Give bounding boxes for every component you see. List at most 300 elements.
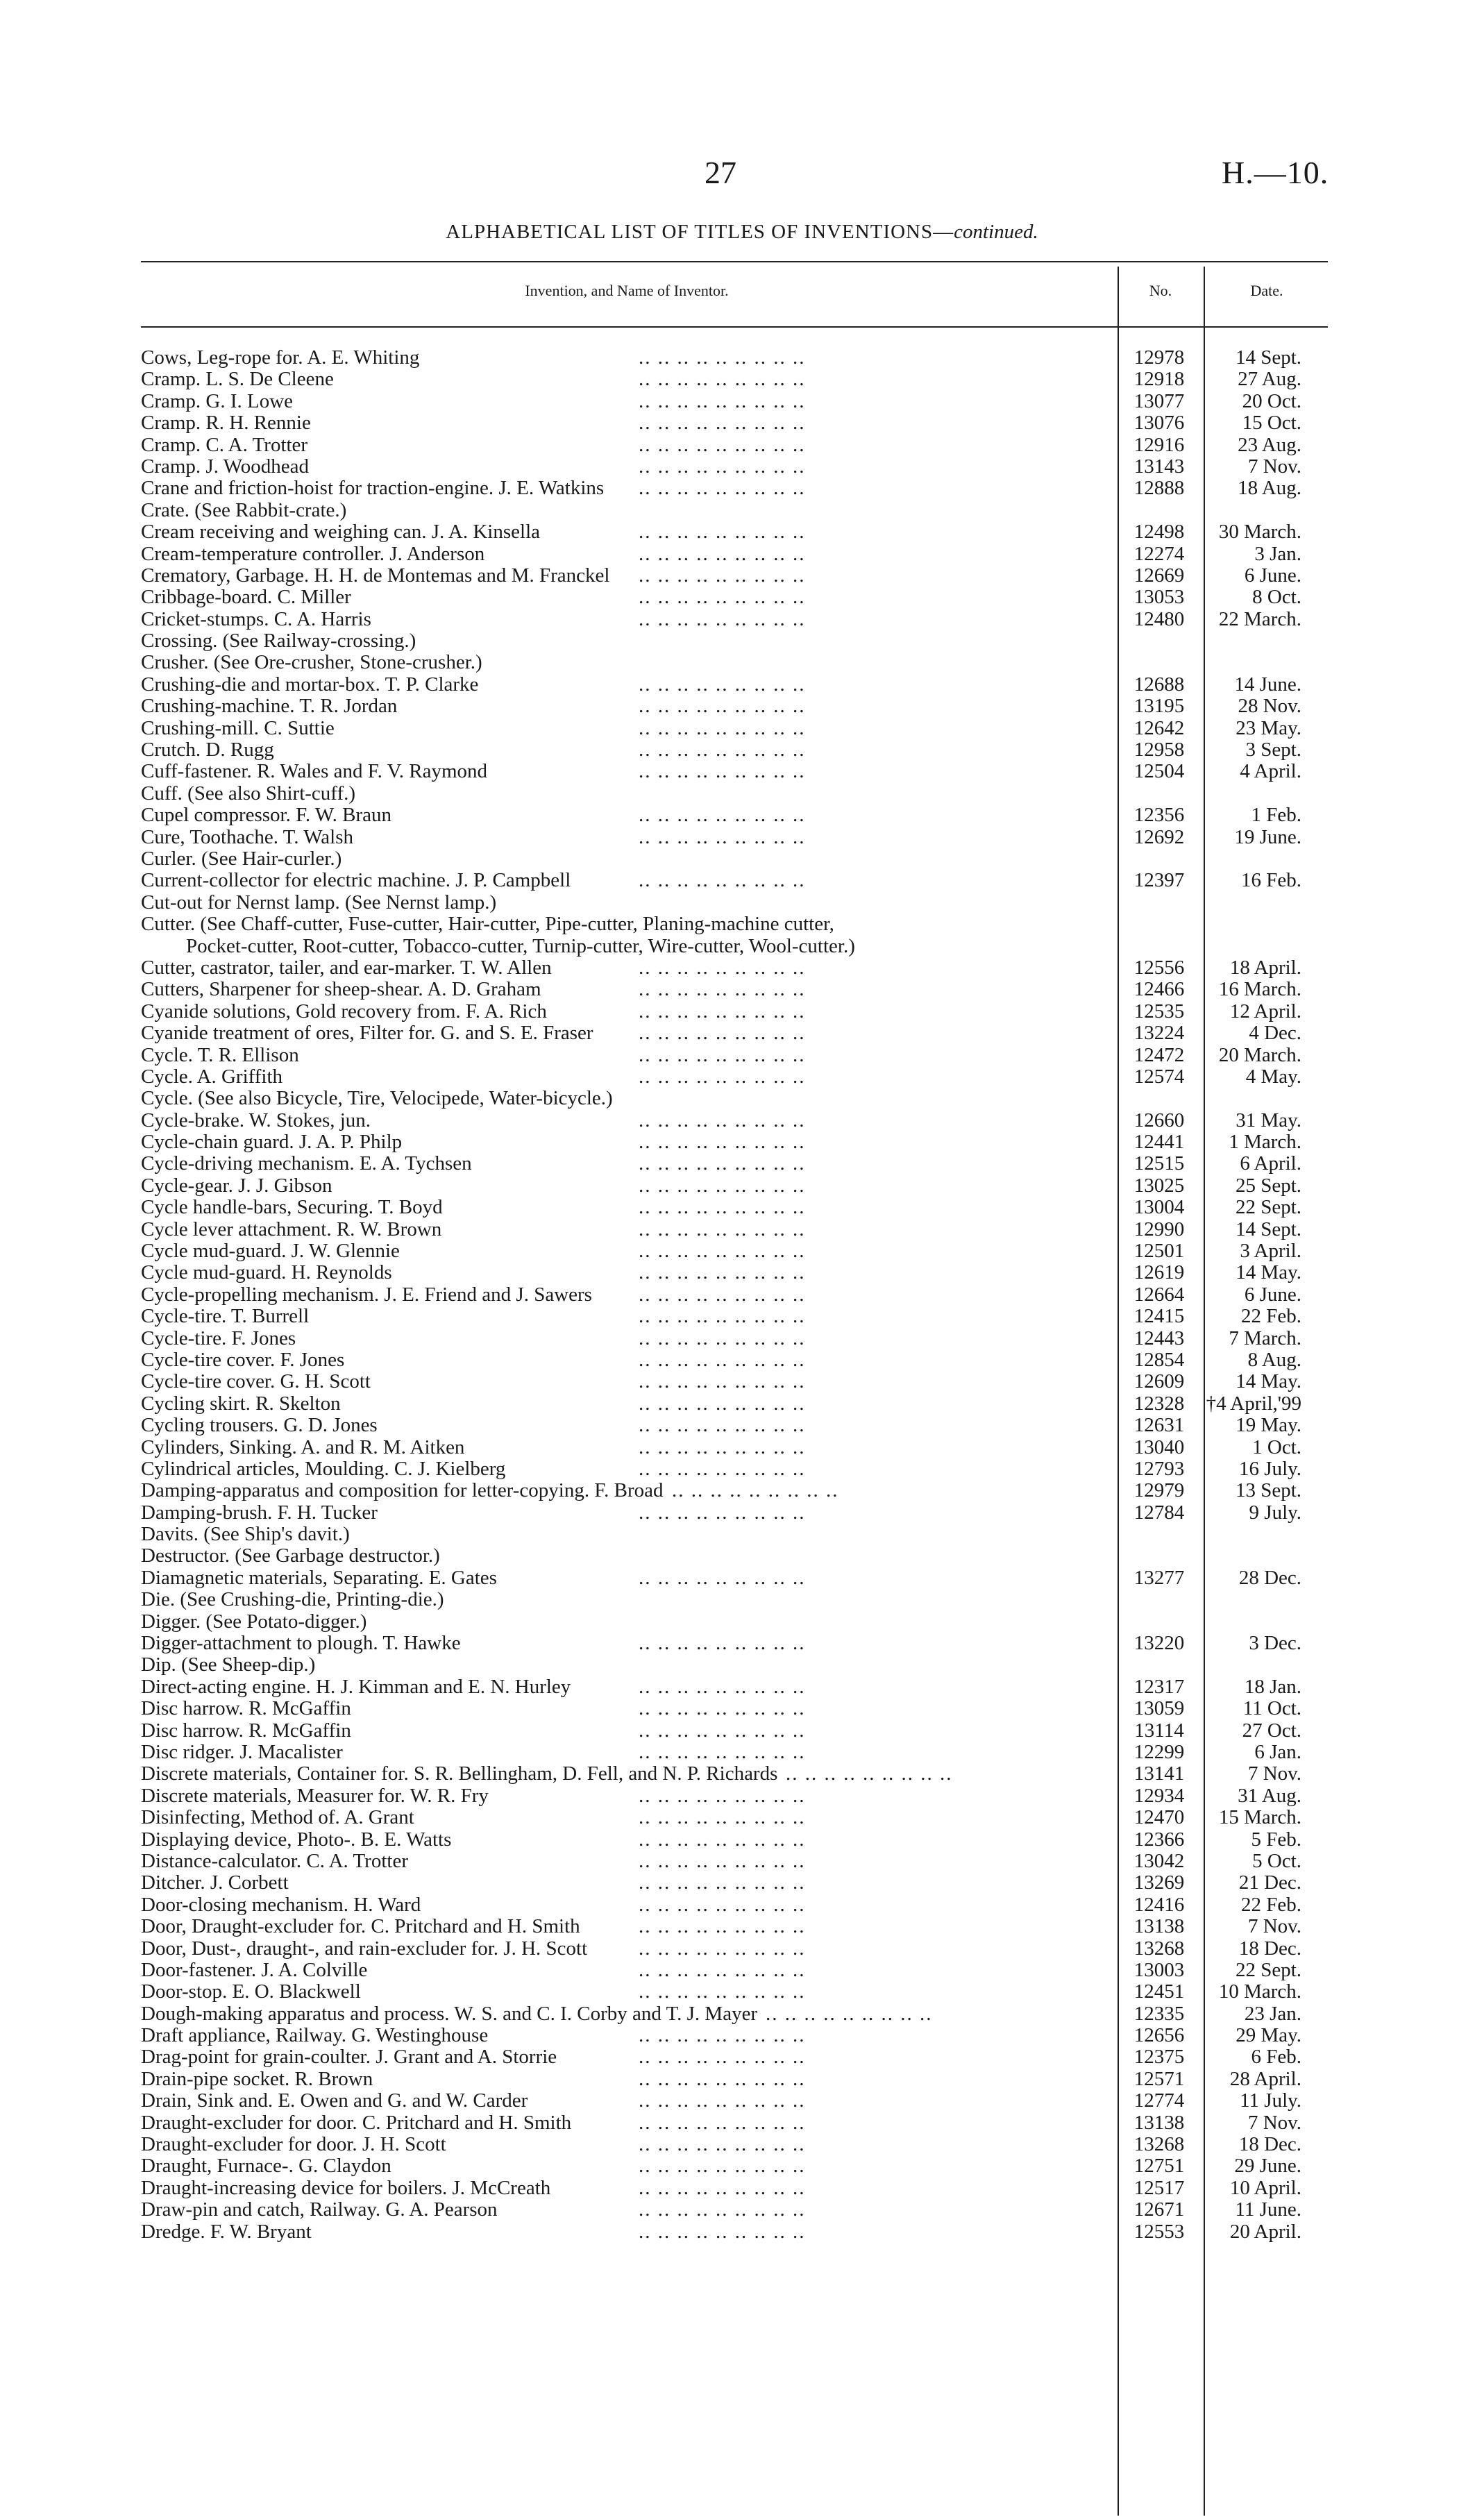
table-row — [0, 521, 1484, 543]
entry-number: 12416 — [1133, 1893, 1185, 1916]
entry-number: 12397 — [1133, 869, 1185, 892]
entry-date: 4 April. — [1240, 760, 1301, 783]
table-row — [0, 1284, 1484, 1306]
dot-leader: .. .. .. .. .. .. .. .. .. — [639, 1981, 806, 2003]
entry-number: 12979 — [1133, 1479, 1185, 1502]
column-header-number: No. — [1149, 282, 1172, 299]
entry-date: 21 Dec. — [1238, 1871, 1301, 1894]
entry-number: 12774 — [1133, 2089, 1185, 2112]
entry-date: 14 May. — [1236, 1261, 1301, 1284]
dot-leader: .. .. .. .. .. .. .. .. .. — [639, 2199, 806, 2221]
table-row — [0, 2090, 1484, 2112]
table-row — [0, 1066, 1484, 1088]
dot-leader: .. .. .. .. .. .. .. .. .. — [639, 826, 806, 848]
dot-leader: .. .. .. .. .. .. .. .. .. — [639, 1044, 806, 1066]
entry-number: 13141 — [1133, 1762, 1185, 1785]
entry-title: Drain-pipe socket. R. Brown — [141, 2067, 373, 2090]
entry-title: Cylindrical articles, Moulding. C. J. Kielberg — [141, 1457, 506, 1480]
entry-number: 12609 — [1133, 1370, 1185, 1393]
entry-title: Cuff-fastener. R. Wales and F. V. Raymond — [141, 760, 488, 783]
table-row — [0, 1328, 1484, 1349]
table-row — [0, 848, 1484, 870]
entry-title: Cream-temperature controller. J. Anderson — [141, 542, 485, 565]
entry-number: 12328 — [1133, 1392, 1185, 1415]
table-row — [0, 936, 1484, 957]
entry-number: 13138 — [1133, 2111, 1185, 2134]
entry-title: Cycle-driving mechanism. E. A. Tychsen — [141, 1152, 472, 1175]
dot-leader: .. .. .. .. .. .. .. .. .. — [639, 2025, 806, 2047]
entry-number: 13268 — [1133, 1937, 1185, 1960]
entry-date: 16 July. — [1239, 1457, 1301, 1480]
entry-number: 13224 — [1133, 1022, 1185, 1045]
dot-leader: .. .. .. .. .. .. .. .. .. — [639, 434, 806, 456]
entry-title: Door, Draught-excluder for. C. Pritchard and H. Smith — [141, 1915, 580, 1938]
entry-date: 14 May. — [1236, 1370, 1301, 1393]
entry-date: 23 Jan. — [1244, 2002, 1301, 2025]
table-row — [0, 391, 1484, 412]
entry-date: 11 June. — [1235, 2198, 1301, 2221]
entry-date: 12 April. — [1229, 1000, 1301, 1022]
entry-title: Cycle-tire. T. Burrell — [141, 1305, 310, 1328]
dot-leader: .. .. .. .. .. .. .. .. .. — [639, 1894, 806, 1916]
entry-date: 4 Dec. — [1249, 1022, 1301, 1045]
entry-number: 12934 — [1133, 1784, 1185, 1807]
entry-number: 12274 — [1133, 542, 1185, 565]
entry-number: 12466 — [1133, 978, 1185, 1001]
entry-number: 13076 — [1133, 412, 1185, 435]
dot-leader: .. .. .. .. .. .. .. .. .. — [766, 2003, 933, 2025]
dot-leader: .. .. .. .. .. .. .. .. .. — [639, 1828, 806, 1851]
dot-leader: .. .. .. .. .. .. .. .. .. — [639, 369, 806, 391]
entry-date: 6 June. — [1244, 1283, 1301, 1306]
entry-title: Davits. (See Ship's davit.) — [141, 1523, 350, 1546]
table-row — [0, 1480, 1484, 1501]
dot-leader: .. .. .. .. .. .. .. .. .. — [639, 1567, 806, 1589]
table-row — [0, 1545, 1484, 1567]
entry-title: Cure, Toothache. T. Walsh — [141, 825, 353, 848]
entry-number: 12299 — [1133, 1741, 1185, 1763]
entry-number: 13277 — [1133, 1566, 1185, 1589]
entry-number: 12660 — [1133, 1109, 1185, 1131]
entry-number: 12553 — [1133, 2220, 1185, 2243]
entry-title: Cramp. J. Woodhead — [141, 455, 309, 478]
table-row — [0, 1240, 1484, 1262]
table-row — [0, 2003, 1484, 2025]
entry-date: 8 Aug. — [1247, 1348, 1301, 1371]
entry-number: 13059 — [1133, 1697, 1185, 1720]
entry-number: 12556 — [1133, 956, 1185, 979]
dot-leader: .. .. .. .. .. .. .. .. .. — [639, 1153, 806, 1175]
dot-leader: .. .. .. .. .. .. .. .. .. — [639, 2155, 806, 2178]
entry-number: 12619 — [1133, 1261, 1185, 1284]
entry-number: 12470 — [1133, 1806, 1185, 1829]
table-row — [0, 456, 1484, 478]
entry-title: Draught-increasing device for boilers. J. McCreath — [141, 2176, 551, 2199]
table-row — [0, 783, 1484, 805]
document-reference: H.—10. — [1222, 155, 1329, 190]
entry-title: Draught, Furnace-. G. Claydon — [141, 2155, 391, 2178]
entry-date: 5 Oct. — [1252, 1849, 1301, 1872]
entry-date: 18 Jan. — [1244, 1675, 1301, 1698]
entry-date: 4 May. — [1245, 1065, 1301, 1088]
entry-title: Cycle handle-bars, Securing. T. Boyd — [141, 1196, 443, 1219]
entry-number: 12574 — [1133, 1065, 1185, 1088]
entry-date: 28 Dec. — [1238, 1566, 1301, 1589]
dot-leader: .. .. .. .. .. .. .. .. .. — [639, 1458, 806, 1480]
dot-leader: .. .. .. .. .. .. .. .. .. — [639, 761, 806, 783]
entry-number: 12443 — [1133, 1327, 1185, 1349]
entry-date: 22 Feb. — [1241, 1893, 1301, 1916]
entry-title: Door, Dust-, draught-, and rain-excluder for. J. H. Scott — [141, 1937, 588, 1960]
entry-number: 13269 — [1133, 1871, 1185, 1894]
dot-leader: .. .. .. .. .. .. .. .. .. — [639, 2221, 806, 2243]
dot-leader: .. .. .. .. .. .. .. .. .. — [639, 347, 806, 369]
table-row — [0, 2025, 1484, 2046]
entry-title: Damping-apparatus and composition for letter-copying. F. Broad — [141, 1479, 664, 1502]
entry-date: 18 April. — [1229, 956, 1301, 979]
dot-leader: .. .. .. .. .. .. .. .. .. — [639, 1306, 806, 1328]
dot-leader: .. .. .. .. .. .. .. .. .. — [639, 1000, 806, 1022]
entry-number: 12688 — [1133, 673, 1185, 696]
dot-leader: .. .. .. .. .. .. .. .. .. — [639, 1807, 806, 1829]
entry-date: 18 Aug. — [1238, 477, 1301, 500]
entry-title: Crane and friction-hoist for traction-engine. J. E. Watkins — [141, 477, 605, 500]
dot-leader: .. .. .. .. .. .. .. .. .. — [639, 1327, 806, 1349]
entry-number: 13025 — [1133, 1174, 1185, 1197]
dot-leader: .. .. .. .. .. .. .. .. .. — [639, 608, 806, 630]
entry-date: 28 April. — [1229, 2067, 1301, 2090]
entry-date: 22 March. — [1218, 607, 1301, 630]
entry-number: 12751 — [1133, 2155, 1185, 2178]
entry-date: 14 Sept. — [1235, 346, 1301, 369]
entry-title: Drain, Sink and. E. Owen and G. and W. Carder — [141, 2089, 528, 2112]
entry-title: Cramp. L. S. De Cleene — [141, 368, 334, 391]
dot-leader: .. .. .. .. .. .. .. .. .. — [639, 1262, 806, 1284]
page-title-text: ALPHABETICAL LIST OF TITLES OF INVENTIONS— — [446, 221, 954, 243]
entry-title: Crutch. D. Rugg — [141, 739, 274, 761]
entry-title: Cycle. (See also Bicycle, Tire, Velocipede, Water-bicycle.) — [141, 1087, 613, 1110]
column-header-date: Date. — [1250, 282, 1283, 299]
entry-title: Cycle-propelling mechanism. J. E. Friend and J. Sawers — [141, 1283, 592, 1306]
dot-leader: .. .. .. .. .. .. .. .. .. — [639, 1371, 806, 1393]
entry-number: 13003 — [1133, 1958, 1185, 1981]
dot-leader: .. .. .. .. .. .. .. .. .. — [639, 1175, 806, 1197]
table-row — [0, 1785, 1484, 1807]
entry-number: 13138 — [1133, 1915, 1185, 1938]
entry-number: 12517 — [1133, 2176, 1185, 2199]
entry-date: 23 May. — [1236, 716, 1301, 739]
table-row — [0, 1306, 1484, 1327]
entry-number: 12501 — [1133, 1240, 1185, 1263]
table-row — [0, 870, 1484, 891]
entry-title: Cycle mud-guard. H. Reynolds — [141, 1261, 392, 1284]
dot-leader: .. .. .. .. .. .. .. .. .. — [639, 1218, 806, 1240]
entry-number: 12656 — [1133, 2024, 1185, 2047]
table-row — [0, 914, 1484, 935]
entry-number: 12515 — [1133, 1152, 1185, 1175]
entry-number: 12504 — [1133, 760, 1185, 783]
entry-date: 18 Dec. — [1238, 1937, 1301, 1960]
table-row — [0, 347, 1484, 369]
table-row — [0, 1611, 1484, 1633]
table-row — [0, 1022, 1484, 1044]
entry-title: Cows, Leg-rope for. A. E. Whiting — [141, 346, 420, 369]
table-row — [0, 1916, 1484, 1937]
entry-title: Damping-brush. F. H. Tucker — [141, 1501, 378, 1524]
entry-date: 23 Aug. — [1238, 433, 1301, 456]
entry-date: 10 March. — [1218, 1980, 1301, 2003]
entry-date: 1 Feb. — [1251, 804, 1301, 827]
table-row — [0, 544, 1484, 565]
entry-number: 12918 — [1133, 368, 1185, 391]
dot-leader: .. .. .. .. .. .. .. .. .. — [639, 673, 806, 696]
entry-title: Cycling skirt. R. Skelton — [141, 1392, 341, 1415]
table-row — [0, 478, 1484, 499]
dot-leader: .. .. .. .. .. .. .. .. .. — [639, 2046, 806, 2069]
table-row — [0, 2112, 1484, 2134]
table-row — [0, 1829, 1484, 1851]
entry-title: Cycle mud-guard. J. W. Glennie — [141, 1240, 400, 1263]
table-row — [0, 565, 1484, 587]
entry-number: 13114 — [1134, 1719, 1184, 1742]
entry-number: 12916 — [1133, 433, 1185, 456]
entry-title: Draught-excluder for door. J. H. Scott — [141, 2133, 446, 2156]
table-row — [0, 1349, 1484, 1371]
dot-leader: .. .. .. .. .. .. .. .. .. — [639, 1959, 806, 1981]
entry-number: 12480 — [1133, 607, 1185, 630]
entry-number: 12978 — [1133, 346, 1185, 369]
table-row — [0, 2134, 1484, 2155]
entry-title: Cycle-tire cover. F. Jones — [141, 1348, 345, 1371]
entry-date: 7 March. — [1229, 1327, 1301, 1349]
dot-leader: .. .. .. .. .. .. .. .. .. — [639, 412, 806, 435]
entry-title: Ditcher. J. Corbett — [141, 1871, 289, 1894]
entry-title: Distance-calculator. C. A. Trotter — [141, 1849, 408, 1872]
entry-title: Displaying device, Photo-. B. E. Watts — [141, 1828, 452, 1851]
dot-leader: .. .. .. .. .. .. .. .. .. — [639, 455, 806, 478]
entry-date: 3 Sept. — [1245, 739, 1301, 761]
entry-title: Die. (See Crushing-die, Printing-die.) — [141, 1588, 444, 1611]
entry-title: Cream receiving and weighing can. J. A. Kinsella — [141, 521, 541, 544]
entry-title: Crematory, Garbage. H. H. de Montemas and M. Franckel — [141, 564, 610, 587]
dot-leader: .. .. .. .. .. .. .. .. .. — [639, 587, 806, 609]
entry-number: 12958 — [1133, 739, 1185, 761]
dot-leader: .. .. .. .. .. .. .. .. .. — [639, 521, 806, 544]
entry-date: 11 July. — [1240, 2089, 1301, 2112]
dot-leader: .. .. .. .. .. .. .. .. .. — [639, 957, 806, 979]
page-number: 27 — [705, 155, 736, 190]
table-row — [0, 1001, 1484, 1022]
entry-date: 22 Sept. — [1235, 1958, 1301, 1981]
entry-date: 7 Nov. — [1247, 1762, 1301, 1785]
table-row — [0, 1981, 1484, 2003]
table-row — [0, 2155, 1484, 2177]
dot-leader: .. .. .. .. .. .. .. .. .. — [639, 1633, 806, 1655]
entry-date: 3 Jan. — [1254, 542, 1301, 565]
table-row — [0, 718, 1484, 739]
entry-title: Dredge. F. W. Bryant — [141, 2220, 312, 2243]
entry-title: Door-fastener. J. A. Colville — [141, 1958, 368, 1981]
table-row — [0, 1742, 1484, 1763]
entry-date: 29 June. — [1234, 2155, 1301, 2178]
entry-date: 8 Oct. — [1252, 586, 1301, 609]
dot-leader: .. .. .. .. .. .. .. .. .. — [639, 1872, 806, 1894]
table-row — [0, 1131, 1484, 1153]
table-row — [0, 412, 1484, 434]
table-row — [0, 1110, 1484, 1131]
entry-title: Draw-pin and catch, Railway. G. A. Pearson — [141, 2198, 498, 2221]
dot-leader: .. .. .. .. .. .. .. .. .. — [639, 1066, 806, 1088]
table-row — [0, 805, 1484, 826]
entry-number: 12441 — [1133, 1131, 1185, 1154]
table-row — [0, 1197, 1484, 1218]
entry-date: 29 May. — [1236, 2024, 1301, 2047]
table-row — [0, 1807, 1484, 1828]
entry-number: 13143 — [1133, 455, 1185, 478]
entry-date: 27 Aug. — [1238, 368, 1301, 391]
dot-leader: .. .. .. .. .. .. .. .. .. — [639, 2068, 806, 2090]
table-row — [0, 1851, 1484, 1872]
entry-number: 12356 — [1133, 804, 1185, 827]
dot-leader: .. .. .. .. .. .. .. .. .. — [639, 2177, 806, 2199]
entry-date: 27 Oct. — [1242, 1719, 1301, 1742]
entry-title: Door-stop. E. O. Blackwell — [141, 1980, 361, 2003]
table-row — [0, 696, 1484, 717]
entry-title: Cribbage-board. C. Miller — [141, 586, 351, 609]
entry-title: Cycle-brake. W. Stokes, jun. — [141, 1109, 371, 1131]
entry-title: Crushing-machine. T. R. Jordan — [141, 695, 398, 718]
dot-leader: .. .. .. .. .. .. .. .. .. — [639, 1742, 806, 1763]
entry-title: Cramp. G. I. Lowe — [141, 389, 294, 412]
entry-title: Door-closing mechanism. H. Ward — [141, 1893, 421, 1916]
entry-title: Pocket-cutter, Root-cutter, Tobacco-cutter, Turnip-cutter, Wire-cutter, Wool-cutter.) — [186, 934, 855, 957]
entry-date: 31 Aug. — [1238, 1784, 1301, 1807]
table-row — [0, 435, 1484, 456]
entry-number: 12671 — [1133, 2198, 1185, 2221]
entry-title: Digger-attachment to plough. T. Hawke — [141, 1632, 461, 1655]
page-title — [0, 221, 1484, 244]
entry-date: 19 June. — [1234, 825, 1301, 848]
entry-date: 6 June. — [1244, 564, 1301, 587]
table-row — [0, 1175, 1484, 1197]
entry-number: 13195 — [1133, 695, 1185, 718]
entry-date: 14 Sept. — [1235, 1218, 1301, 1240]
entry-title: Destructor. (See Garbage destructor.) — [141, 1544, 440, 1567]
entry-date: 20 Oct. — [1242, 389, 1301, 412]
entry-date: 16 March. — [1218, 978, 1301, 1001]
entry-date: 31 May. — [1236, 1109, 1301, 1131]
entry-title: Crushing-mill. C. Suttie — [141, 716, 335, 739]
entry-title: Cramp. C. A. Trotter — [141, 433, 308, 456]
table-row — [0, 609, 1484, 630]
entry-date: 18 Dec. — [1238, 2133, 1301, 2156]
entry-title: Disc harrow. R. McGaffin — [141, 1697, 351, 1720]
entry-date: 15 March. — [1218, 1806, 1301, 1829]
table-row — [0, 1437, 1484, 1458]
entry-title: Crushing-die and mortar-box. T. P. Clarke — [141, 673, 479, 696]
dot-leader: .. .. .. .. .. .. .. .. .. — [639, 1676, 806, 1698]
entry-title: Drag-point for grain-coulter. J. Grant and A. Storrie — [141, 2046, 557, 2069]
entry-title: Discrete materials, Measurer for. W. R. Fry — [141, 1784, 489, 1807]
entry-title: Cycle-tire. F. Jones — [141, 1327, 296, 1349]
entry-number: 12498 — [1133, 521, 1185, 544]
table-row — [0, 1567, 1484, 1589]
entry-title: Disc harrow. R. McGaffin — [141, 1719, 351, 1742]
entry-number: 12317 — [1133, 1675, 1185, 1698]
dot-leader: .. .. .. .. .. .. .. .. .. — [639, 1785, 806, 1807]
entry-number: 13077 — [1133, 389, 1185, 412]
dot-leader: .. .. .. .. .. .. .. .. .. — [639, 1131, 806, 1154]
entry-title: Dough-making apparatus and process. W. S. and C. I. Corby and T. J. Mayer — [141, 2002, 758, 2025]
entry-date: 16 Feb. — [1241, 869, 1301, 892]
entry-number: 12535 — [1133, 1000, 1185, 1022]
table-row — [0, 1720, 1484, 1742]
table-row — [0, 957, 1484, 979]
entry-date: 3 Dec. — [1249, 1632, 1301, 1655]
entry-title: Cramp. R. H. Rennie — [141, 412, 311, 435]
table-row — [0, 2221, 1484, 2243]
dot-leader: .. .. .. .. .. .. .. .. .. — [639, 2112, 806, 2134]
table-row — [0, 1262, 1484, 1283]
dot-leader: .. .. .. .. .. .. .. .. .. — [639, 739, 806, 761]
table-row — [0, 2178, 1484, 2199]
entry-title: Cyanide treatment of ores, Filter for. G. and S. E. Fraser — [141, 1022, 593, 1045]
entry-title: Draught-excluder for door. C. Pritchard and H. Smith — [141, 2111, 572, 2134]
entry-title: Cycle-chain guard. J. A. P. Philp — [141, 1131, 403, 1154]
entry-title: Cycle lever attachment. R. W. Brown — [141, 1218, 442, 1240]
table-row — [0, 1153, 1484, 1175]
entry-date: 13 Sept. — [1235, 1479, 1301, 1502]
table-row — [0, 1045, 1484, 1066]
entry-date: 6 Feb. — [1251, 2046, 1301, 2069]
entry-title: Crate. (See Rabbit-crate.) — [141, 498, 347, 521]
entry-number: 12793 — [1133, 1457, 1185, 1480]
entry-title: Crusher. (See Ore-crusher, Stone-crusher.) — [141, 651, 482, 674]
entry-number: 12335 — [1133, 2002, 1185, 2025]
entry-number: 13220 — [1133, 1632, 1185, 1655]
entry-date: 22 Feb. — [1241, 1305, 1301, 1328]
entry-date: 28 Nov. — [1238, 695, 1301, 718]
entry-number: 12472 — [1133, 1043, 1185, 1066]
column-header-invention: Invention, and Name of Inventor. — [525, 282, 729, 299]
table-row — [0, 892, 1484, 914]
dot-leader: .. .. .. .. .. .. .. .. .. — [639, 1349, 806, 1371]
table-row — [0, 587, 1484, 608]
dot-leader: .. .. .. .. .. .. .. .. .. — [639, 1719, 806, 1742]
table-row — [0, 1371, 1484, 1392]
dot-leader: .. .. .. .. .. .. .. .. .. — [639, 870, 806, 892]
dot-leader: .. .. .. .. .. .. .. .. .. — [639, 390, 806, 412]
entry-title: Current-collector for electric machine. J. P. Campbell — [141, 869, 571, 892]
table-row — [0, 674, 1484, 696]
entry-title: Cutter. (See Chaff-cutter, Fuse-cutter, Hair-cutter, Pipe-cutter, Planing-machine cutter, — [141, 913, 834, 936]
entry-number: 12664 — [1133, 1283, 1185, 1306]
entry-title: Cycling trousers. G. D. Jones — [141, 1414, 378, 1437]
entry-number: 12854 — [1133, 1348, 1185, 1371]
dot-leader: .. .. .. .. .. .. .. .. .. — [639, 1501, 806, 1524]
entry-title: Dip. (See Sheep-dip.) — [141, 1653, 316, 1676]
table-row — [0, 979, 1484, 1000]
entry-number: 12451 — [1133, 1980, 1185, 2003]
entry-number: 13004 — [1133, 1196, 1185, 1219]
entry-title: Cyanide solutions, Gold recovery from. F. A. Rich — [141, 1000, 547, 1022]
entry-title: Cupel compressor. F. W. Braun — [141, 804, 391, 827]
table-row — [0, 1938, 1484, 1960]
entry-title: Cycle. T. R. Ellison — [141, 1043, 299, 1066]
entry-title: Cuff. (See also Shirt-cuff.) — [141, 782, 356, 805]
entry-date: 22 Sept. — [1235, 1196, 1301, 1219]
entry-number: 12669 — [1133, 564, 1185, 587]
